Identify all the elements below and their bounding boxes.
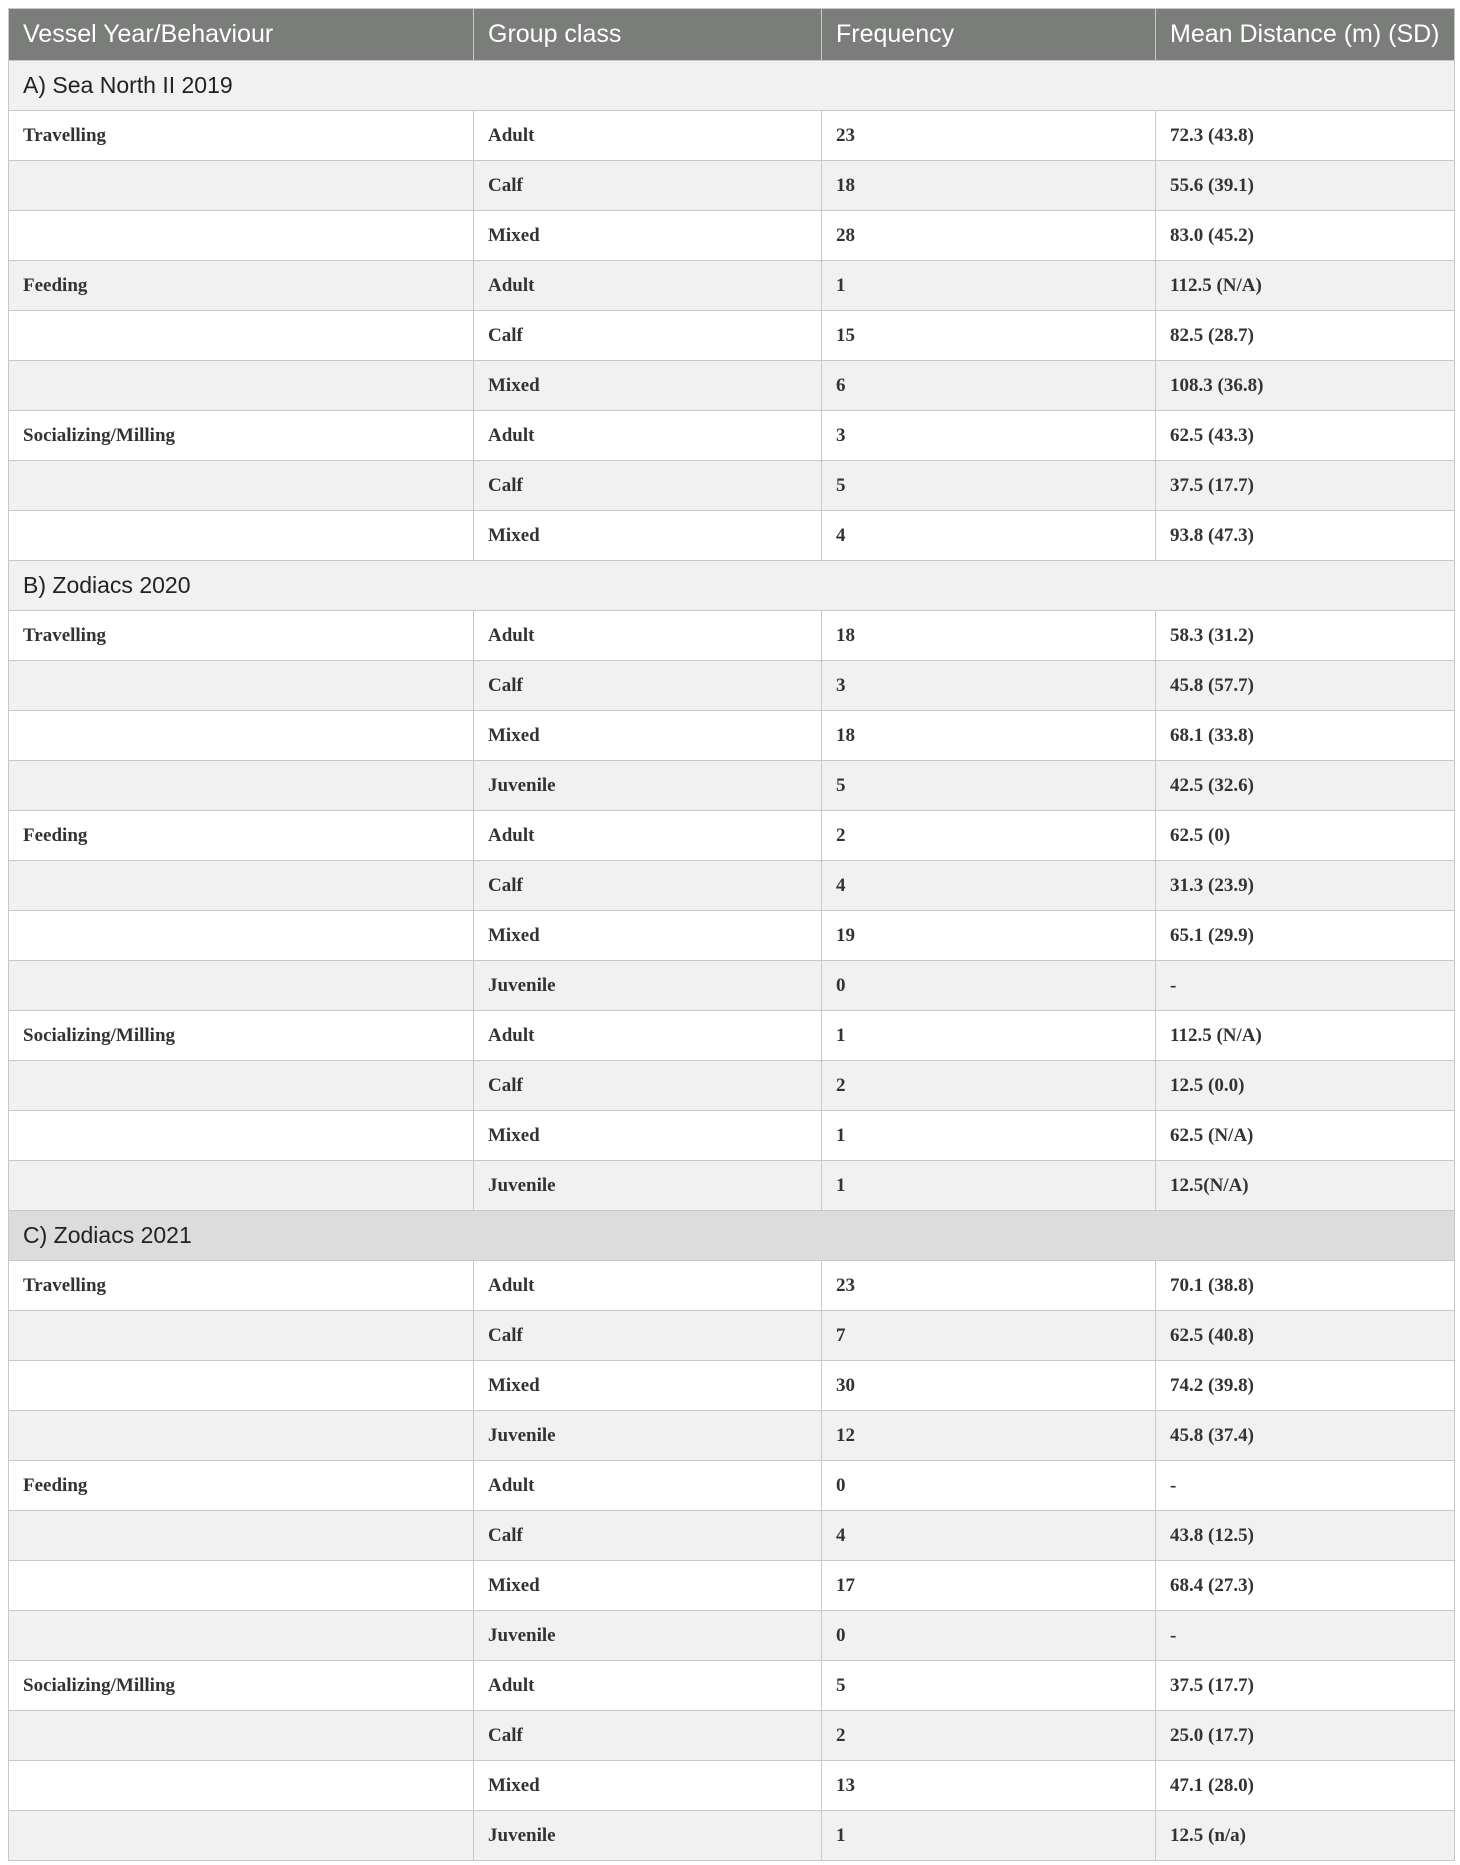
cell-behaviour [9, 761, 474, 811]
cell-behaviour [9, 661, 474, 711]
cell-mean-distance: 74.2 (39.8) [1156, 1361, 1455, 1411]
cell-mean-distance: 70.1 (38.8) [1156, 1261, 1455, 1311]
cell-behaviour: Feeding [9, 261, 474, 311]
cell-mean-distance: 58.3 (31.2) [1156, 611, 1455, 661]
cell-behaviour [9, 1161, 474, 1211]
cell-frequency: 19 [822, 911, 1156, 961]
cell-mean-distance: 42.5 (32.6) [1156, 761, 1455, 811]
cell-behaviour: Socializing/Milling [9, 1661, 474, 1711]
cell-mean-distance: 68.4 (27.3) [1156, 1561, 1455, 1611]
cell-frequency: 0 [822, 1611, 1156, 1661]
cell-mean-distance: 37.5 (17.7) [1156, 461, 1455, 511]
cell-group-class: Juvenile [474, 961, 822, 1011]
cell-group-class: Juvenile [474, 1611, 822, 1661]
cell-frequency: 1 [822, 1011, 1156, 1061]
cell-mean-distance: 12.5(N/A) [1156, 1161, 1455, 1211]
cell-group-class: Mixed [474, 911, 822, 961]
cell-group-class: Mixed [474, 211, 822, 261]
table-row [9, 711, 1455, 761]
cell-behaviour [9, 461, 474, 511]
cell-mean-distance: 112.5 (N/A) [1156, 261, 1455, 311]
cell-frequency: 3 [822, 411, 1156, 461]
cell-group-class: Calf [474, 861, 822, 911]
cell-behaviour [9, 1361, 474, 1411]
cell-group-class: Mixed [474, 711, 822, 761]
cell-group-class: Juvenile [474, 1411, 822, 1461]
cell-group-class: Juvenile [474, 1161, 822, 1211]
cell-group-class: Mixed [474, 1561, 822, 1611]
cell-behaviour [9, 1061, 474, 1111]
cell-frequency: 6 [822, 361, 1156, 411]
cell-behaviour: Feeding [9, 1461, 474, 1511]
cell-group-class: Adult [474, 261, 822, 311]
cell-frequency: 5 [822, 1661, 1156, 1711]
cell-frequency: 1 [822, 1811, 1156, 1861]
cell-behaviour [9, 1111, 474, 1161]
table-row [9, 1611, 1455, 1661]
table-row [9, 1161, 1455, 1211]
cell-behaviour: Feeding [9, 811, 474, 861]
cell-group-class: Adult [474, 1661, 822, 1711]
cell-group-class: Juvenile [474, 1811, 822, 1861]
table-row [9, 1811, 1455, 1861]
cell-group-class: Mixed [474, 1761, 822, 1811]
cell-behaviour [9, 961, 474, 1011]
cell-frequency: 5 [822, 461, 1156, 511]
cell-group-class: Adult [474, 1011, 822, 1061]
cell-frequency: 18 [822, 711, 1156, 761]
cell-behaviour: Socializing/Milling [9, 1011, 474, 1061]
cell-behaviour: Socializing/Milling [9, 411, 474, 461]
cell-mean-distance: 72.3 (43.8) [1156, 111, 1455, 161]
cell-mean-distance: 62.5 (0) [1156, 811, 1455, 861]
table-row [9, 1061, 1455, 1111]
cell-mean-distance: 37.5 (17.7) [1156, 1661, 1455, 1711]
table-row [9, 911, 1455, 961]
cell-frequency: 5 [822, 761, 1156, 811]
table-row [9, 1761, 1455, 1811]
cell-behaviour [9, 1561, 474, 1611]
cell-behaviour [9, 1761, 474, 1811]
cell-group-class: Calf [474, 161, 822, 211]
cell-group-class: Calf [474, 311, 822, 361]
cell-frequency: 1 [822, 261, 1156, 311]
table-row [9, 361, 1455, 411]
table-row [9, 961, 1455, 1011]
header-behaviour: Vessel Year/Behaviour [9, 9, 474, 61]
section-row [9, 61, 1455, 111]
table-row [9, 261, 1455, 311]
cell-group-class: Adult [474, 111, 822, 161]
cell-behaviour [9, 1511, 474, 1561]
cell-frequency: 2 [822, 1061, 1156, 1111]
table-row [9, 111, 1455, 161]
cell-frequency: 23 [822, 1261, 1156, 1311]
cell-behaviour [9, 311, 474, 361]
cell-frequency: 4 [822, 861, 1156, 911]
table-row [9, 161, 1455, 211]
cell-frequency: 1 [822, 1111, 1156, 1161]
table-row [9, 1461, 1455, 1511]
table-row [9, 1711, 1455, 1761]
cell-behaviour [9, 911, 474, 961]
cell-group-class: Adult [474, 1461, 822, 1511]
cell-mean-distance: 83.0 (45.2) [1156, 211, 1455, 261]
section-title: A) Sea North II 2019 [9, 61, 1455, 111]
cell-frequency: 30 [822, 1361, 1156, 1411]
section-title: C) Zodiacs 2021 [9, 1211, 1455, 1261]
cell-group-class: Mixed [474, 511, 822, 561]
cell-mean-distance: 12.5 (0.0) [1156, 1061, 1455, 1111]
table-row [9, 611, 1455, 661]
cell-mean-distance: 93.8 (47.3) [1156, 511, 1455, 561]
cell-behaviour [9, 1811, 474, 1861]
cell-mean-distance: - [1156, 1461, 1455, 1511]
cell-group-class: Calf [474, 661, 822, 711]
header-group-class: Group class [474, 9, 822, 61]
cell-group-class: Calf [474, 1511, 822, 1561]
cell-group-class: Adult [474, 811, 822, 861]
cell-group-class: Calf [474, 461, 822, 511]
table-row [9, 861, 1455, 911]
table-row [9, 1411, 1455, 1461]
cell-frequency: 4 [822, 1511, 1156, 1561]
cell-mean-distance: 45.8 (37.4) [1156, 1411, 1455, 1461]
header-frequency: Frequency [822, 9, 1156, 61]
cell-group-class: Calf [474, 1711, 822, 1761]
cell-mean-distance: 25.0 (17.7) [1156, 1711, 1455, 1761]
cell-behaviour: Travelling [9, 1261, 474, 1311]
cell-frequency: 3 [822, 661, 1156, 711]
cell-behaviour [9, 1311, 474, 1361]
cell-frequency: 28 [822, 211, 1156, 261]
table-row [9, 761, 1455, 811]
cell-behaviour [9, 1411, 474, 1461]
cell-mean-distance: 47.1 (28.0) [1156, 1761, 1455, 1811]
cell-group-class: Adult [474, 611, 822, 661]
cell-group-class: Mixed [474, 1361, 822, 1411]
cell-frequency: 15 [822, 311, 1156, 361]
cell-mean-distance: 65.1 (29.9) [1156, 911, 1455, 961]
cell-mean-distance: 45.8 (57.7) [1156, 661, 1455, 711]
cell-frequency: 0 [822, 1461, 1156, 1511]
table-row [9, 211, 1455, 261]
table-row [9, 411, 1455, 461]
cell-frequency: 17 [822, 1561, 1156, 1611]
cell-frequency: 7 [822, 1311, 1156, 1361]
cell-mean-distance: - [1156, 961, 1455, 1011]
cell-mean-distance: 12.5 (n/a) [1156, 1811, 1455, 1861]
table-row [9, 1111, 1455, 1161]
cell-frequency: 2 [822, 1711, 1156, 1761]
cell-frequency: 4 [822, 511, 1156, 561]
cell-group-class: Calf [474, 1061, 822, 1111]
cell-frequency: 0 [822, 961, 1156, 1011]
cell-behaviour: Travelling [9, 611, 474, 661]
table-row [9, 311, 1455, 361]
cell-frequency: 18 [822, 611, 1156, 661]
cell-group-class: Calf [474, 1311, 822, 1361]
cell-mean-distance: 108.3 (36.8) [1156, 361, 1455, 411]
cell-behaviour [9, 861, 474, 911]
cell-frequency: 2 [822, 811, 1156, 861]
cell-group-class: Juvenile [474, 761, 822, 811]
cell-behaviour [9, 211, 474, 261]
section-row [9, 561, 1455, 611]
table-row [9, 1361, 1455, 1411]
cell-behaviour [9, 1711, 474, 1761]
table-row [9, 811, 1455, 861]
cell-group-class: Mixed [474, 1111, 822, 1161]
table-row [9, 1561, 1455, 1611]
table-row [9, 1311, 1455, 1361]
cell-frequency: 18 [822, 161, 1156, 211]
cell-frequency: 1 [822, 1161, 1156, 1211]
cell-group-class: Adult [474, 1261, 822, 1311]
cell-behaviour [9, 1611, 474, 1661]
table-row [9, 1011, 1455, 1061]
header-row [9, 9, 1455, 61]
cell-mean-distance: 43.8 (12.5) [1156, 1511, 1455, 1561]
table-row [9, 1661, 1455, 1711]
cell-mean-distance: 62.5 (N/A) [1156, 1111, 1455, 1161]
cell-frequency: 13 [822, 1761, 1156, 1811]
header-mean-distance: Mean Distance (m) (SD) [1156, 9, 1455, 61]
table-row [9, 661, 1455, 711]
cell-behaviour [9, 161, 474, 211]
cell-group-class: Mixed [474, 361, 822, 411]
cell-behaviour [9, 361, 474, 411]
table-row [9, 1261, 1455, 1311]
cell-mean-distance: 62.5 (40.8) [1156, 1311, 1455, 1361]
cell-mean-distance: 82.5 (28.7) [1156, 311, 1455, 361]
cell-mean-distance: 112.5 (N/A) [1156, 1011, 1455, 1061]
cell-behaviour [9, 511, 474, 561]
cell-frequency: 12 [822, 1411, 1156, 1461]
cell-group-class: Adult [474, 411, 822, 461]
cell-behaviour: Travelling [9, 111, 474, 161]
cell-mean-distance: 62.5 (43.3) [1156, 411, 1455, 461]
cell-mean-distance: 68.1 (33.8) [1156, 711, 1455, 761]
cell-mean-distance: 31.3 (23.9) [1156, 861, 1455, 911]
cell-behaviour [9, 711, 474, 761]
table-row [9, 461, 1455, 511]
table-row [9, 511, 1455, 561]
cell-mean-distance: 55.6 (39.1) [1156, 161, 1455, 211]
cell-mean-distance: - [1156, 1611, 1455, 1661]
section-title: B) Zodiacs 2020 [9, 561, 1455, 611]
table-body [9, 61, 1455, 1861]
table-row [9, 1511, 1455, 1561]
cell-frequency: 23 [822, 111, 1156, 161]
section-row [9, 1211, 1455, 1261]
data-table [8, 8, 1455, 1861]
